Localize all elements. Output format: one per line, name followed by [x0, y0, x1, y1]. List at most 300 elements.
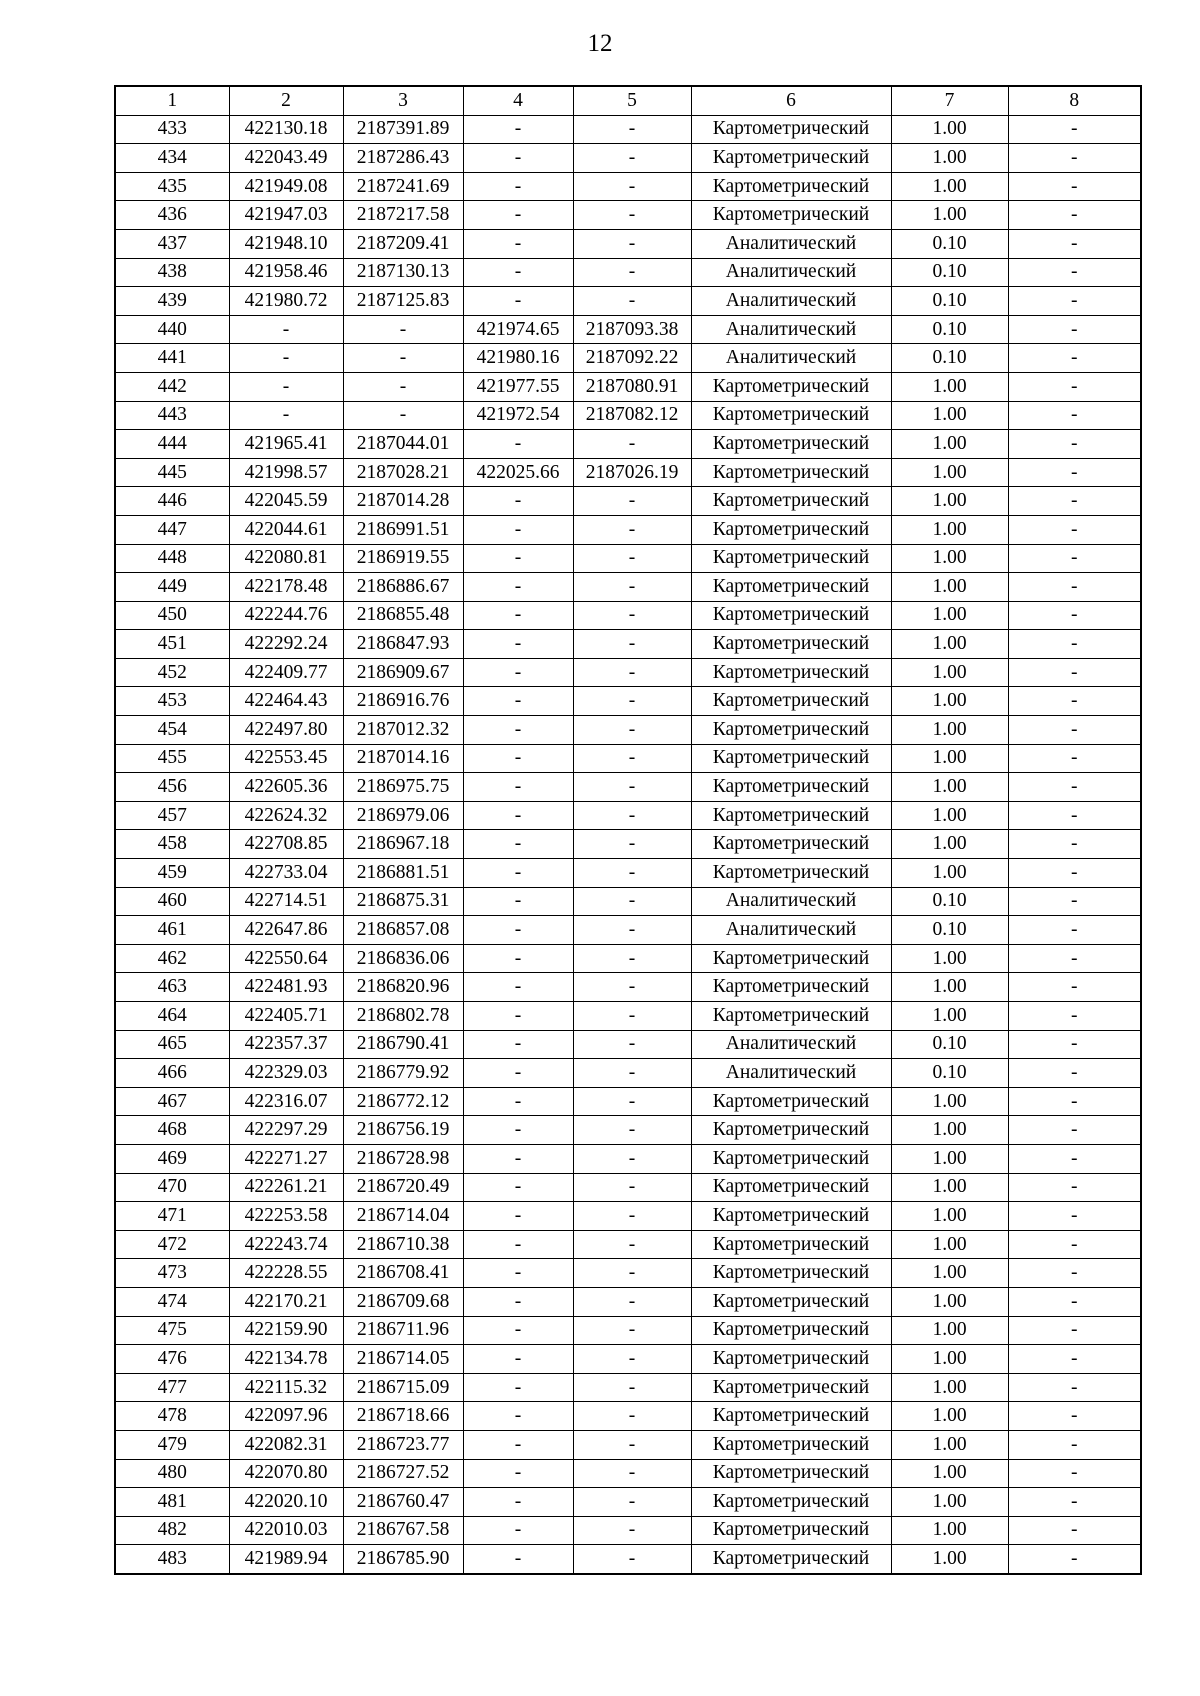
- table-cell: -: [1008, 1087, 1141, 1116]
- table-cell: -: [1008, 630, 1141, 659]
- table-cell: 1.00: [891, 773, 1008, 802]
- table-cell: 457: [115, 801, 229, 830]
- table-cell: 422714.51: [229, 887, 343, 916]
- table-cell: -: [573, 287, 691, 316]
- table-cell: 421948.10: [229, 229, 343, 258]
- table-cell: -: [573, 515, 691, 544]
- table-cell: -: [463, 1116, 573, 1145]
- table-cell: -: [573, 830, 691, 859]
- table-cell: 2187082.12: [573, 401, 691, 430]
- table-cell: -: [1008, 1116, 1141, 1145]
- table-cell: -: [573, 172, 691, 201]
- table-cell: Картометрический: [691, 1459, 891, 1488]
- table-cell: 2186760.47: [343, 1488, 463, 1517]
- table-cell: Картометрический: [691, 773, 891, 802]
- table-cell: 422405.71: [229, 1002, 343, 1031]
- column-header-2: 2: [229, 86, 343, 115]
- table-cell: 422292.24: [229, 630, 343, 659]
- table-cell: -: [573, 573, 691, 602]
- table-cell: 422159.90: [229, 1316, 343, 1345]
- table-cell: -: [1008, 487, 1141, 516]
- table-cell: 1.00: [891, 1087, 1008, 1116]
- table-cell: -: [343, 401, 463, 430]
- table-cell: 2187012.32: [343, 716, 463, 745]
- table-cell: 422357.37: [229, 1030, 343, 1059]
- table-cell: -: [463, 172, 573, 201]
- table-cell: 422464.43: [229, 687, 343, 716]
- table-cell: 421949.08: [229, 172, 343, 201]
- table-cell: Картометрический: [691, 1373, 891, 1402]
- table-cell: -: [1008, 916, 1141, 945]
- table-cell: 422253.58: [229, 1202, 343, 1231]
- table-cell: 480: [115, 1459, 229, 1488]
- table-row: [115, 1059, 1141, 1088]
- table-cell: -: [1008, 372, 1141, 401]
- table-cell: -: [1008, 658, 1141, 687]
- table-cell: 449: [115, 573, 229, 602]
- table-cell: 1.00: [891, 944, 1008, 973]
- table-cell: 2186790.41: [343, 1030, 463, 1059]
- table-cell: 2186857.08: [343, 916, 463, 945]
- page-number: 12: [587, 30, 613, 57]
- table-cell: 435: [115, 172, 229, 201]
- table-cell: 461: [115, 916, 229, 945]
- table-body: [115, 115, 1141, 1574]
- table-cell: Аналитический: [691, 287, 891, 316]
- table-cell: 422316.07: [229, 1087, 343, 1116]
- table-cell: Картометрический: [691, 1488, 891, 1517]
- table-cell: 1.00: [891, 1402, 1008, 1431]
- table-cell: 460: [115, 887, 229, 916]
- table-row: [115, 973, 1141, 1002]
- table-cell: 2186756.19: [343, 1116, 463, 1145]
- table-cell: Картометрический: [691, 1345, 891, 1374]
- table-cell: -: [1008, 229, 1141, 258]
- table-cell: Аналитический: [691, 1059, 891, 1088]
- table-cell: -: [1008, 258, 1141, 287]
- table-cell: 1.00: [891, 744, 1008, 773]
- table-cell: 422178.48: [229, 573, 343, 602]
- table-cell: -: [573, 1116, 691, 1145]
- table-row: [115, 830, 1141, 859]
- table-cell: 472: [115, 1230, 229, 1259]
- table-cell: 450: [115, 601, 229, 630]
- table-cell: 1.00: [891, 372, 1008, 401]
- table-cell: 443: [115, 401, 229, 430]
- table-cell: 474: [115, 1287, 229, 1316]
- table-cell: 453: [115, 687, 229, 716]
- table-cell: 421965.41: [229, 430, 343, 459]
- table-cell: 448: [115, 544, 229, 573]
- table-cell: -: [463, 201, 573, 230]
- table-cell: 421989.94: [229, 1545, 343, 1574]
- table-cell: -: [1008, 1287, 1141, 1316]
- column-header-4: 4: [463, 86, 573, 115]
- table-cell: Картометрический: [691, 1402, 891, 1431]
- table-cell: -: [229, 315, 343, 344]
- table-cell: -: [463, 601, 573, 630]
- table-cell: 1.00: [891, 687, 1008, 716]
- table-cell: 1.00: [891, 1259, 1008, 1288]
- table-cell: -: [463, 1173, 573, 1202]
- table-cell: Аналитический: [691, 258, 891, 287]
- table-row: [115, 773, 1141, 802]
- table-cell: 2186710.38: [343, 1230, 463, 1259]
- table-cell: Картометрический: [691, 1002, 891, 1031]
- table-cell: -: [1008, 973, 1141, 1002]
- table-cell: -: [1008, 544, 1141, 573]
- table-cell: -: [463, 1430, 573, 1459]
- table-cell: Картометрический: [691, 1116, 891, 1145]
- table-cell: -: [463, 973, 573, 1002]
- table-cell: 2186720.49: [343, 1173, 463, 1202]
- table-cell: 421974.65: [463, 315, 573, 344]
- table-cell: 2187130.13: [343, 258, 463, 287]
- table-cell: -: [463, 1516, 573, 1545]
- table-cell: -: [1008, 201, 1141, 230]
- table-row: [115, 658, 1141, 687]
- column-header-8: 8: [1008, 86, 1141, 115]
- table-cell: 451: [115, 630, 229, 659]
- table-cell: -: [1008, 430, 1141, 459]
- table-cell: -: [1008, 801, 1141, 830]
- table-cell: 436: [115, 201, 229, 230]
- table-row: [115, 1230, 1141, 1259]
- table-cell: 422497.80: [229, 716, 343, 745]
- table-cell: -: [463, 430, 573, 459]
- table-cell: -: [1008, 115, 1141, 144]
- table-row: [115, 1030, 1141, 1059]
- table-cell: 455: [115, 744, 229, 773]
- table-cell: 1.00: [891, 1173, 1008, 1202]
- table-cell: 2187014.28: [343, 487, 463, 516]
- table-cell: 1.00: [891, 1373, 1008, 1402]
- table-cell: -: [463, 487, 573, 516]
- table-cell: 0.10: [891, 229, 1008, 258]
- table-cell: 2186723.77: [343, 1430, 463, 1459]
- table-row: [115, 1259, 1141, 1288]
- table-cell: 445: [115, 458, 229, 487]
- table-cell: 0.10: [891, 287, 1008, 316]
- table-cell: 433: [115, 115, 229, 144]
- table-cell: 2186855.48: [343, 601, 463, 630]
- table-cell: Картометрический: [691, 1545, 891, 1574]
- table-cell: 478: [115, 1402, 229, 1431]
- table-cell: Картометрический: [691, 1173, 891, 1202]
- table-cell: -: [1008, 515, 1141, 544]
- table-cell: 1.00: [891, 573, 1008, 602]
- table-cell: 1.00: [891, 1516, 1008, 1545]
- table-cell: 1.00: [891, 601, 1008, 630]
- table-cell: -: [1008, 1345, 1141, 1374]
- table-cell: -: [573, 1230, 691, 1259]
- table-cell: 0.10: [891, 344, 1008, 373]
- table-row: [115, 172, 1141, 201]
- table-cell: 0.10: [891, 258, 1008, 287]
- table-cell: -: [1008, 1259, 1141, 1288]
- table-cell: 422243.74: [229, 1230, 343, 1259]
- table-row: [115, 344, 1141, 373]
- table-cell: 422020.10: [229, 1488, 343, 1517]
- table-row: [115, 1087, 1141, 1116]
- table-cell: Картометрический: [691, 201, 891, 230]
- table-cell: 1.00: [891, 201, 1008, 230]
- table-cell: -: [573, 1373, 691, 1402]
- table-row: [115, 1002, 1141, 1031]
- table-row: [115, 229, 1141, 258]
- table-cell: -: [573, 1345, 691, 1374]
- table-cell: 456: [115, 773, 229, 802]
- table-cell: -: [463, 1259, 573, 1288]
- table-cell: 1.00: [891, 515, 1008, 544]
- table-cell: 2186709.68: [343, 1287, 463, 1316]
- table-cell: 2187209.41: [343, 229, 463, 258]
- table-cell: -: [463, 229, 573, 258]
- table-cell: -: [1008, 287, 1141, 316]
- table-cell: 437: [115, 229, 229, 258]
- table-cell: 2186715.09: [343, 1373, 463, 1402]
- table-cell: Картометрический: [691, 859, 891, 888]
- table-cell: 1.00: [891, 1345, 1008, 1374]
- column-header-5: 5: [573, 86, 691, 115]
- table-cell: Картометрический: [691, 1430, 891, 1459]
- table-cell: 2186886.67: [343, 573, 463, 602]
- table-cell: 441: [115, 344, 229, 373]
- table-cell: -: [463, 544, 573, 573]
- table-cell: -: [463, 1459, 573, 1488]
- table-cell: -: [463, 1059, 573, 1088]
- table-cell: 2187026.19: [573, 458, 691, 487]
- table-row: [115, 458, 1141, 487]
- table-row: [115, 801, 1141, 830]
- table-row: [115, 1316, 1141, 1345]
- table-cell: 1.00: [891, 1202, 1008, 1231]
- table-cell: 422647.86: [229, 916, 343, 945]
- table-cell: -: [229, 372, 343, 401]
- table-cell: -: [573, 744, 691, 773]
- table-cell: 447: [115, 515, 229, 544]
- table-cell: 2186779.92: [343, 1059, 463, 1088]
- table-row: [115, 1373, 1141, 1402]
- table-cell: -: [573, 1287, 691, 1316]
- table-cell: Аналитический: [691, 229, 891, 258]
- table-cell: 422624.32: [229, 801, 343, 830]
- table-cell: Картометрический: [691, 601, 891, 630]
- table-row: [115, 1430, 1141, 1459]
- table-cell: -: [1008, 1516, 1141, 1545]
- table-cell: Картометрический: [691, 658, 891, 687]
- table-cell: 422605.36: [229, 773, 343, 802]
- table-cell: -: [573, 258, 691, 287]
- table-cell: Картометрический: [691, 973, 891, 1002]
- table-cell: 475: [115, 1316, 229, 1345]
- table-cell: Картометрический: [691, 744, 891, 773]
- table-cell: Картометрический: [691, 830, 891, 859]
- table-cell: 422708.85: [229, 830, 343, 859]
- table-cell: 422170.21: [229, 1287, 343, 1316]
- table-cell: 1.00: [891, 1230, 1008, 1259]
- table-cell: Картометрический: [691, 1259, 891, 1288]
- table-cell: -: [1008, 172, 1141, 201]
- table-cell: -: [1008, 601, 1141, 630]
- column-header-3: 3: [343, 86, 463, 115]
- table-cell: 2187014.16: [343, 744, 463, 773]
- table-cell: 421980.16: [463, 344, 573, 373]
- table-cell: -: [463, 944, 573, 973]
- table-cell: 1.00: [891, 458, 1008, 487]
- table-cell: -: [1008, 458, 1141, 487]
- table-cell: 2187044.01: [343, 430, 463, 459]
- table-cell: Картометрический: [691, 801, 891, 830]
- table-cell: -: [573, 1144, 691, 1173]
- table-cell: Картометрический: [691, 515, 891, 544]
- table-cell: -: [573, 630, 691, 659]
- table-cell: -: [573, 1087, 691, 1116]
- table-cell: 1.00: [891, 1488, 1008, 1517]
- table-cell: Картометрический: [691, 716, 891, 745]
- table-cell: Картометрический: [691, 944, 891, 973]
- table-row: [115, 1516, 1141, 1545]
- table-cell: -: [1008, 1430, 1141, 1459]
- table-cell: -: [1008, 773, 1141, 802]
- table-cell: 2187391.89: [343, 115, 463, 144]
- table-cell: -: [463, 773, 573, 802]
- table-cell: Картометрический: [691, 401, 891, 430]
- table-cell: 2186836.06: [343, 944, 463, 973]
- table-cell: Аналитический: [691, 1030, 891, 1059]
- table-cell: Картометрический: [691, 458, 891, 487]
- table-row: [115, 544, 1141, 573]
- table-cell: Картометрический: [691, 1516, 891, 1545]
- table-cell: 465: [115, 1030, 229, 1059]
- table-cell: 2187092.22: [573, 344, 691, 373]
- table-cell: 1.00: [891, 1459, 1008, 1488]
- table-cell: 0.10: [891, 887, 1008, 916]
- table-row: [115, 515, 1141, 544]
- table-cell: 1.00: [891, 401, 1008, 430]
- table-row: [115, 1488, 1141, 1517]
- table-cell: 467: [115, 1087, 229, 1116]
- table-cell: -: [463, 1402, 573, 1431]
- table-cell: 2186767.58: [343, 1516, 463, 1545]
- table-cell: 2187286.43: [343, 144, 463, 173]
- table-row: [115, 601, 1141, 630]
- table-cell: Картометрический: [691, 487, 891, 516]
- table-cell: Аналитический: [691, 916, 891, 945]
- table-cell: -: [1008, 1373, 1141, 1402]
- table-cell: -: [463, 658, 573, 687]
- table-cell: 468: [115, 1116, 229, 1145]
- table-cell: -: [463, 515, 573, 544]
- table-cell: -: [463, 115, 573, 144]
- table-cell: -: [463, 916, 573, 945]
- table-row: [115, 1545, 1141, 1574]
- table-cell: -: [1008, 830, 1141, 859]
- table-cell: 2186728.98: [343, 1144, 463, 1173]
- table-row: [115, 630, 1141, 659]
- table-cell: Аналитический: [691, 315, 891, 344]
- column-header-6: 6: [691, 86, 891, 115]
- table-row: [115, 258, 1141, 287]
- table-cell: -: [463, 144, 573, 173]
- table-cell: -: [1008, 1316, 1141, 1345]
- table-cell: Аналитический: [691, 344, 891, 373]
- table-cell: -: [1008, 144, 1141, 173]
- table-cell: 421980.72: [229, 287, 343, 316]
- table-row: [115, 716, 1141, 745]
- coordinates-table: [114, 85, 1142, 1575]
- table-cell: -: [1008, 887, 1141, 916]
- table-cell: 440: [115, 315, 229, 344]
- table-cell: 422010.03: [229, 1516, 343, 1545]
- table-cell: 454: [115, 716, 229, 745]
- table-cell: 421958.46: [229, 258, 343, 287]
- table-cell: 1.00: [891, 1144, 1008, 1173]
- table-cell: -: [343, 372, 463, 401]
- table-cell: -: [1008, 1173, 1141, 1202]
- table-cell: 422082.31: [229, 1430, 343, 1459]
- table-cell: 439: [115, 287, 229, 316]
- table-cell: -: [229, 401, 343, 430]
- table-cell: 1.00: [891, 115, 1008, 144]
- table-cell: 2186714.05: [343, 1345, 463, 1374]
- table-cell: -: [463, 801, 573, 830]
- table-row: [115, 1116, 1141, 1145]
- table-cell: 0.10: [891, 916, 1008, 945]
- table-cell: -: [463, 1087, 573, 1116]
- table-row: [115, 1173, 1141, 1202]
- table-row: [115, 315, 1141, 344]
- table-cell: Картометрический: [691, 430, 891, 459]
- table-cell: Картометрический: [691, 372, 891, 401]
- table-row: [115, 1459, 1141, 1488]
- table-cell: -: [573, 1459, 691, 1488]
- table-cell: 1.00: [891, 430, 1008, 459]
- table-cell: -: [1008, 744, 1141, 773]
- table-cell: -: [343, 344, 463, 373]
- table-cell: -: [1008, 859, 1141, 888]
- table-cell: 2186979.06: [343, 801, 463, 830]
- table-cell: 422045.59: [229, 487, 343, 516]
- table-cell: -: [463, 1316, 573, 1345]
- table-cell: 2187028.21: [343, 458, 463, 487]
- table-cell: 422244.76: [229, 601, 343, 630]
- table-cell: 422025.66: [463, 458, 573, 487]
- table-cell: -: [1008, 1059, 1141, 1088]
- table-cell: 2186909.67: [343, 658, 463, 687]
- table-cell: -: [463, 287, 573, 316]
- table-cell: -: [573, 1316, 691, 1345]
- table-cell: -: [573, 430, 691, 459]
- table-cell: -: [1008, 716, 1141, 745]
- table-row: [115, 372, 1141, 401]
- table-row: [115, 115, 1141, 144]
- table-row: [115, 1202, 1141, 1231]
- table-cell: 438: [115, 258, 229, 287]
- table-cell: 421972.54: [463, 401, 573, 430]
- table-cell: 462: [115, 944, 229, 973]
- table-cell: 1.00: [891, 172, 1008, 201]
- table-cell: 422550.64: [229, 944, 343, 973]
- table-cell: 2186916.76: [343, 687, 463, 716]
- table-cell: -: [573, 944, 691, 973]
- table-cell: -: [573, 1430, 691, 1459]
- table-cell: 2186975.75: [343, 773, 463, 802]
- table-cell: 2186708.41: [343, 1259, 463, 1288]
- table-row: [115, 573, 1141, 602]
- table-cell: 444: [115, 430, 229, 459]
- table-cell: 422134.78: [229, 1345, 343, 1374]
